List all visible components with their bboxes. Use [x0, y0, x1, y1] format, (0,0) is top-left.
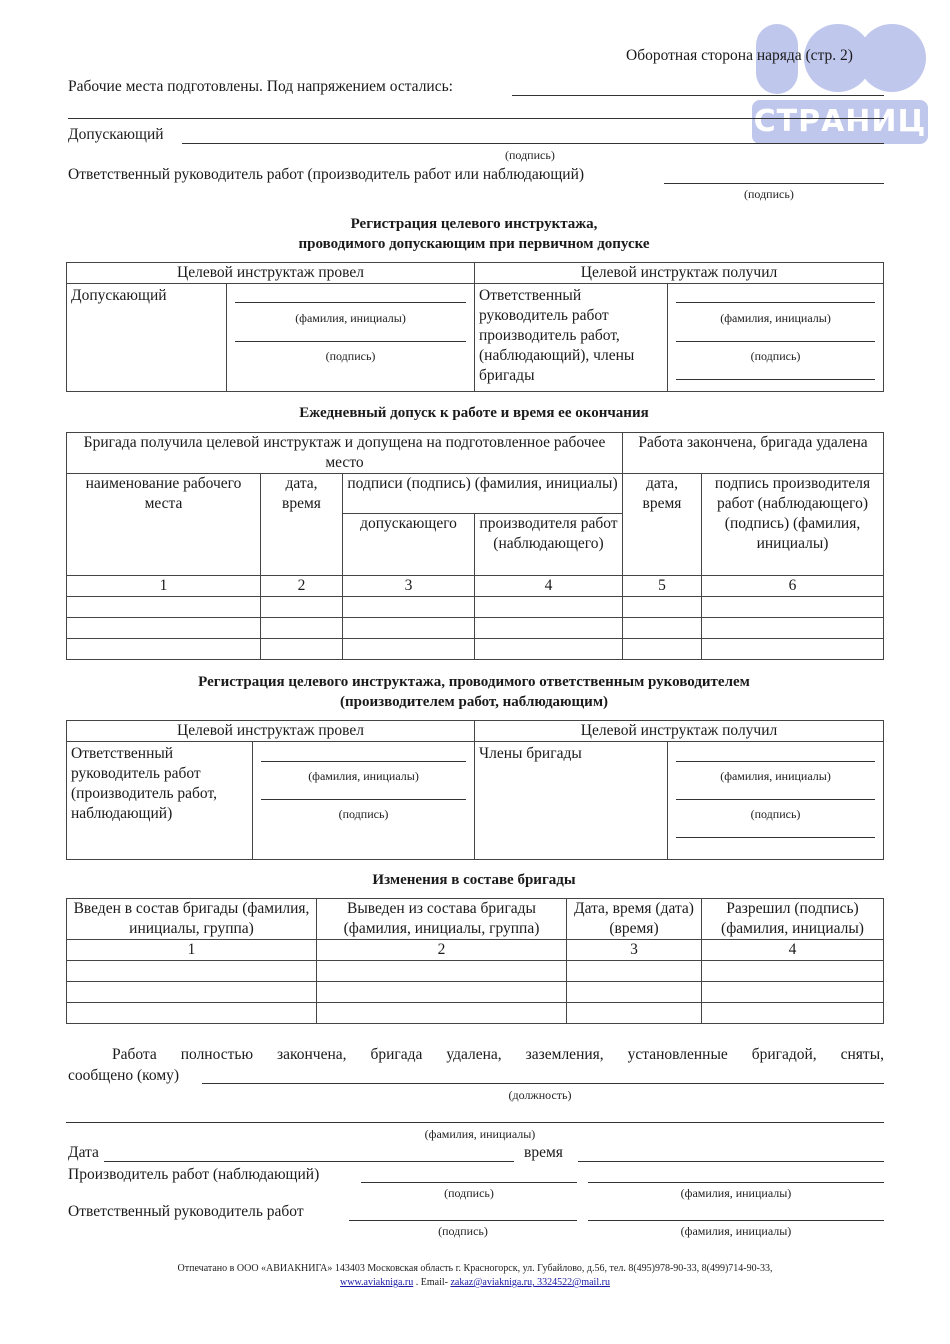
column-number: 3: [343, 576, 475, 597]
section1-admitting-name-field[interactable]: [235, 302, 466, 303]
table-cell[interactable]: [475, 618, 623, 639]
section3-brigade-role: Члены бригады: [475, 742, 668, 860]
responsible-final-signature-field[interactable]: [349, 1220, 577, 1221]
reported-name-hint: (фамилия, инициалы): [424, 1127, 536, 1141]
col-header-end-datetime: дата, время: [623, 474, 702, 576]
table-cell[interactable]: [702, 597, 884, 618]
table-cell[interactable]: [702, 982, 884, 1003]
col-header-signatures: подписи (подпись) (фамилия, инициалы): [343, 474, 623, 514]
column-number: 3: [567, 940, 702, 961]
section3-brigade-extra-field[interactable]: [676, 837, 875, 838]
table-cell[interactable]: [623, 597, 702, 618]
watermark-digit-0b: [858, 24, 926, 92]
foreman-sign-hint: (подпись): [444, 1186, 494, 1200]
section3-brigade-sign-cell: [668, 742, 884, 860]
responsible-label: Ответственный руководитель работ (производитель работ или наблюдающий): [68, 166, 585, 183]
column-number: 2: [261, 576, 343, 597]
table-row: [67, 597, 884, 618]
section3-brigade-sign-hint: (подпись): [750, 807, 801, 821]
table-cell[interactable]: [623, 639, 702, 660]
watermark-text: СТРАНИЦ: [752, 100, 928, 144]
responsible-final-label: Ответственный руководитель работ: [68, 1203, 304, 1220]
section2-title: Ежедневный допуск к работе и время ее окончания: [299, 405, 649, 421]
daily-admission-table: [66, 432, 884, 660]
responsible-final-sign-hint: (подпись): [438, 1224, 488, 1238]
section1-received-name-field[interactable]: [676, 302, 875, 303]
col-header-foreman-signature: подпись производителя работ (наблюдающего) (подпись) (фамилия, инициалы): [702, 474, 884, 576]
table-cell[interactable]: [702, 618, 884, 639]
section1-admitting-sign-cell: [227, 284, 475, 392]
section1-received-role: Ответственный руководитель работ производитель работ, (наблюдающий), члены бригады: [475, 284, 668, 392]
table-cell[interactable]: [67, 639, 261, 660]
section3-title: [66, 672, 882, 712]
section1-received-sign-field[interactable]: [676, 341, 875, 342]
table-cell[interactable]: [702, 639, 884, 660]
time-field[interactable]: [578, 1161, 884, 1162]
table-cell[interactable]: [67, 961, 317, 982]
footer-contacts: [100, 1276, 850, 1290]
table-row: [67, 1003, 884, 1024]
section1-received-name-hint: (фамилия, инициалы): [720, 311, 831, 325]
table-row: [67, 639, 884, 660]
col-header-added: Введен в состав бригады (фамилия, инициалы, группа): [67, 899, 317, 940]
col-header-authorized: Разрешил (подпись) (фамилия, инициалы): [702, 899, 884, 940]
section3-brigade-name-hint: (фамилия, инициалы): [720, 769, 831, 783]
section3-responsible-sign-cell: [253, 742, 475, 860]
table-cell[interactable]: [67, 1003, 317, 1024]
section1-title-line1: Регистрация целевого инструктажа,: [350, 216, 598, 232]
column-number: 5: [623, 576, 702, 597]
energized-remaining-field[interactable]: [512, 95, 884, 96]
page-side-label: Оборотная сторона наряда (стр. 2): [626, 47, 853, 64]
table-cell[interactable]: [702, 961, 884, 982]
col-header-foreman: производителя работ (наблюдающего): [475, 514, 623, 576]
date-field[interactable]: [104, 1161, 514, 1162]
reported-name-field[interactable]: [66, 1122, 884, 1123]
column-number: 1: [67, 940, 317, 961]
table-cell[interactable]: [567, 961, 702, 982]
table-cell[interactable]: [261, 618, 343, 639]
admitting-label: Допускающий: [68, 126, 164, 143]
responsible-signature-field[interactable]: [664, 183, 884, 184]
section3-responsible-sign-field[interactable]: [261, 799, 466, 800]
table-cell[interactable]: [261, 639, 343, 660]
table-cell[interactable]: [67, 597, 261, 618]
table-row: [67, 982, 884, 1003]
section3-responsible-role: Ответственный руководитель работ (производитель работ, наблюдающий): [67, 742, 253, 860]
section3-header-received: Целевой инструктаж получил: [475, 721, 884, 742]
reported-to-field[interactable]: [202, 1083, 884, 1084]
column-numbers-row: [67, 940, 884, 961]
column-number: 6: [702, 576, 884, 597]
table-cell[interactable]: [343, 639, 475, 660]
column-number: 2: [317, 940, 567, 961]
watermark-logo: [752, 22, 930, 146]
foreman-label: Производитель работ (наблюдающий): [68, 1166, 320, 1183]
section1-title: [66, 214, 882, 254]
foreman-name-hint: (фамилия, инициалы): [680, 1186, 792, 1200]
section3-header-conducted: Целевой инструктаж провел: [67, 721, 475, 742]
printer-info: Отпечатано в ООО «АВИАКНИГА» 143403 Московская область г. Красногорск, ул. Губайлово, д.56, тел. 8(495)978-90-33, 8(499)714-90-33,: [177, 1263, 773, 1274]
table-cell[interactable]: [475, 597, 623, 618]
admitting-signature-field[interactable]: [182, 143, 884, 144]
brigade-changes-table: [66, 898, 884, 1024]
section1-received-extra-field[interactable]: [676, 379, 875, 380]
section1-title-line2: проводимого допускающим при первичном допуске: [298, 236, 650, 252]
section3-brigade-sign-field[interactable]: [676, 799, 875, 800]
time-label: время: [524, 1144, 563, 1161]
energized-remaining-field-2[interactable]: [68, 118, 884, 119]
section1-admitting-role: Допускающий: [67, 284, 227, 392]
responsible-final-name-hint: (фамилия, инициалы): [680, 1224, 792, 1238]
table-cell[interactable]: [317, 1003, 567, 1024]
website-link[interactable]: www.aviakniga.ru: [340, 1277, 414, 1288]
col-header-date-time: Дата, время (дата) (время): [567, 899, 702, 940]
col-header-datetime: дата, время: [261, 474, 343, 576]
printer-footer: [100, 1262, 850, 1290]
col-header-removed: Выведен из состава бригады (фамилия, инициалы, группа): [317, 899, 567, 940]
email-links[interactable]: zakaz@aviakniga.ru, 3324522@mail.ru: [450, 1277, 610, 1288]
column-number: 4: [702, 940, 884, 961]
col-header-admitting: допускающего: [343, 514, 475, 576]
col-header-workplace: наименование рабочего места: [67, 474, 261, 576]
column-numbers-row: [67, 576, 884, 597]
group-header-admitted: Бригада получила целевой инструктаж и допущена на подготовленное рабочее место: [67, 433, 623, 474]
section1-admitting-sign-field[interactable]: [235, 341, 466, 342]
section3-table: [66, 720, 884, 860]
section3-title-line2: (производителем работ, наблюдающим): [339, 694, 609, 710]
reported-to-label: сообщено (кому): [68, 1067, 180, 1084]
table-cell[interactable]: [567, 982, 702, 1003]
email-label: . Email-: [413, 1277, 451, 1288]
section1-received-sign-hint: (подпись): [750, 349, 801, 363]
section1-header-conducted: Целевой инструктаж провел: [67, 263, 475, 284]
responsible-final-name-field[interactable]: [588, 1220, 884, 1221]
admitting-signature-hint: (подпись): [505, 148, 555, 162]
column-number: 1: [67, 576, 261, 597]
table-cell[interactable]: [343, 597, 475, 618]
date-label: Дата: [68, 1144, 99, 1161]
section1-header-received: Целевой инструктаж получил: [475, 263, 884, 284]
section3-brigade-name-field[interactable]: [676, 761, 875, 762]
position-hint: (должность): [508, 1088, 572, 1102]
section4-title: Изменения в составе бригады: [372, 872, 576, 888]
table-cell[interactable]: [261, 597, 343, 618]
section1-name-hint: (фамилия, инициалы): [295, 311, 406, 325]
table-cell[interactable]: [67, 618, 261, 639]
section1-sign-hint: (подпись): [325, 349, 376, 363]
table-row: [67, 618, 884, 639]
table-cell[interactable]: [317, 961, 567, 982]
foreman-signature-field[interactable]: [361, 1182, 577, 1183]
section3-responsible-name-field[interactable]: [261, 761, 466, 762]
responsible-signature-hint: (подпись): [744, 187, 794, 201]
column-number: 4: [475, 576, 623, 597]
table-cell[interactable]: [343, 618, 475, 639]
section3-title-line1: Регистрация целевого инструктажа, проводимого ответственным руководителем: [198, 674, 750, 690]
section1-received-sign-cell: [668, 284, 884, 392]
workplaces-label: Рабочие места подготовлены. Под напряжением остались:: [68, 78, 453, 95]
table-cell[interactable]: [702, 1003, 884, 1024]
table-cell[interactable]: [567, 1003, 702, 1024]
table-row: [67, 961, 884, 982]
section3-sign-hint: (подпись): [338, 807, 389, 821]
group-header-finished: Работа закончена, бригада удалена: [623, 433, 884, 474]
table-cell[interactable]: [623, 618, 702, 639]
section3-name-hint: (фамилия, инициалы): [308, 769, 419, 783]
completion-paragraph: Работа полностью закончена, бригада удалена, заземления, установленные бригадой, сняты,: [112, 1046, 884, 1063]
foreman-name-field[interactable]: [588, 1182, 884, 1183]
table-cell[interactable]: [67, 982, 317, 1003]
table-cell[interactable]: [475, 639, 623, 660]
table-cell[interactable]: [317, 982, 567, 1003]
section1-table: [66, 262, 884, 392]
